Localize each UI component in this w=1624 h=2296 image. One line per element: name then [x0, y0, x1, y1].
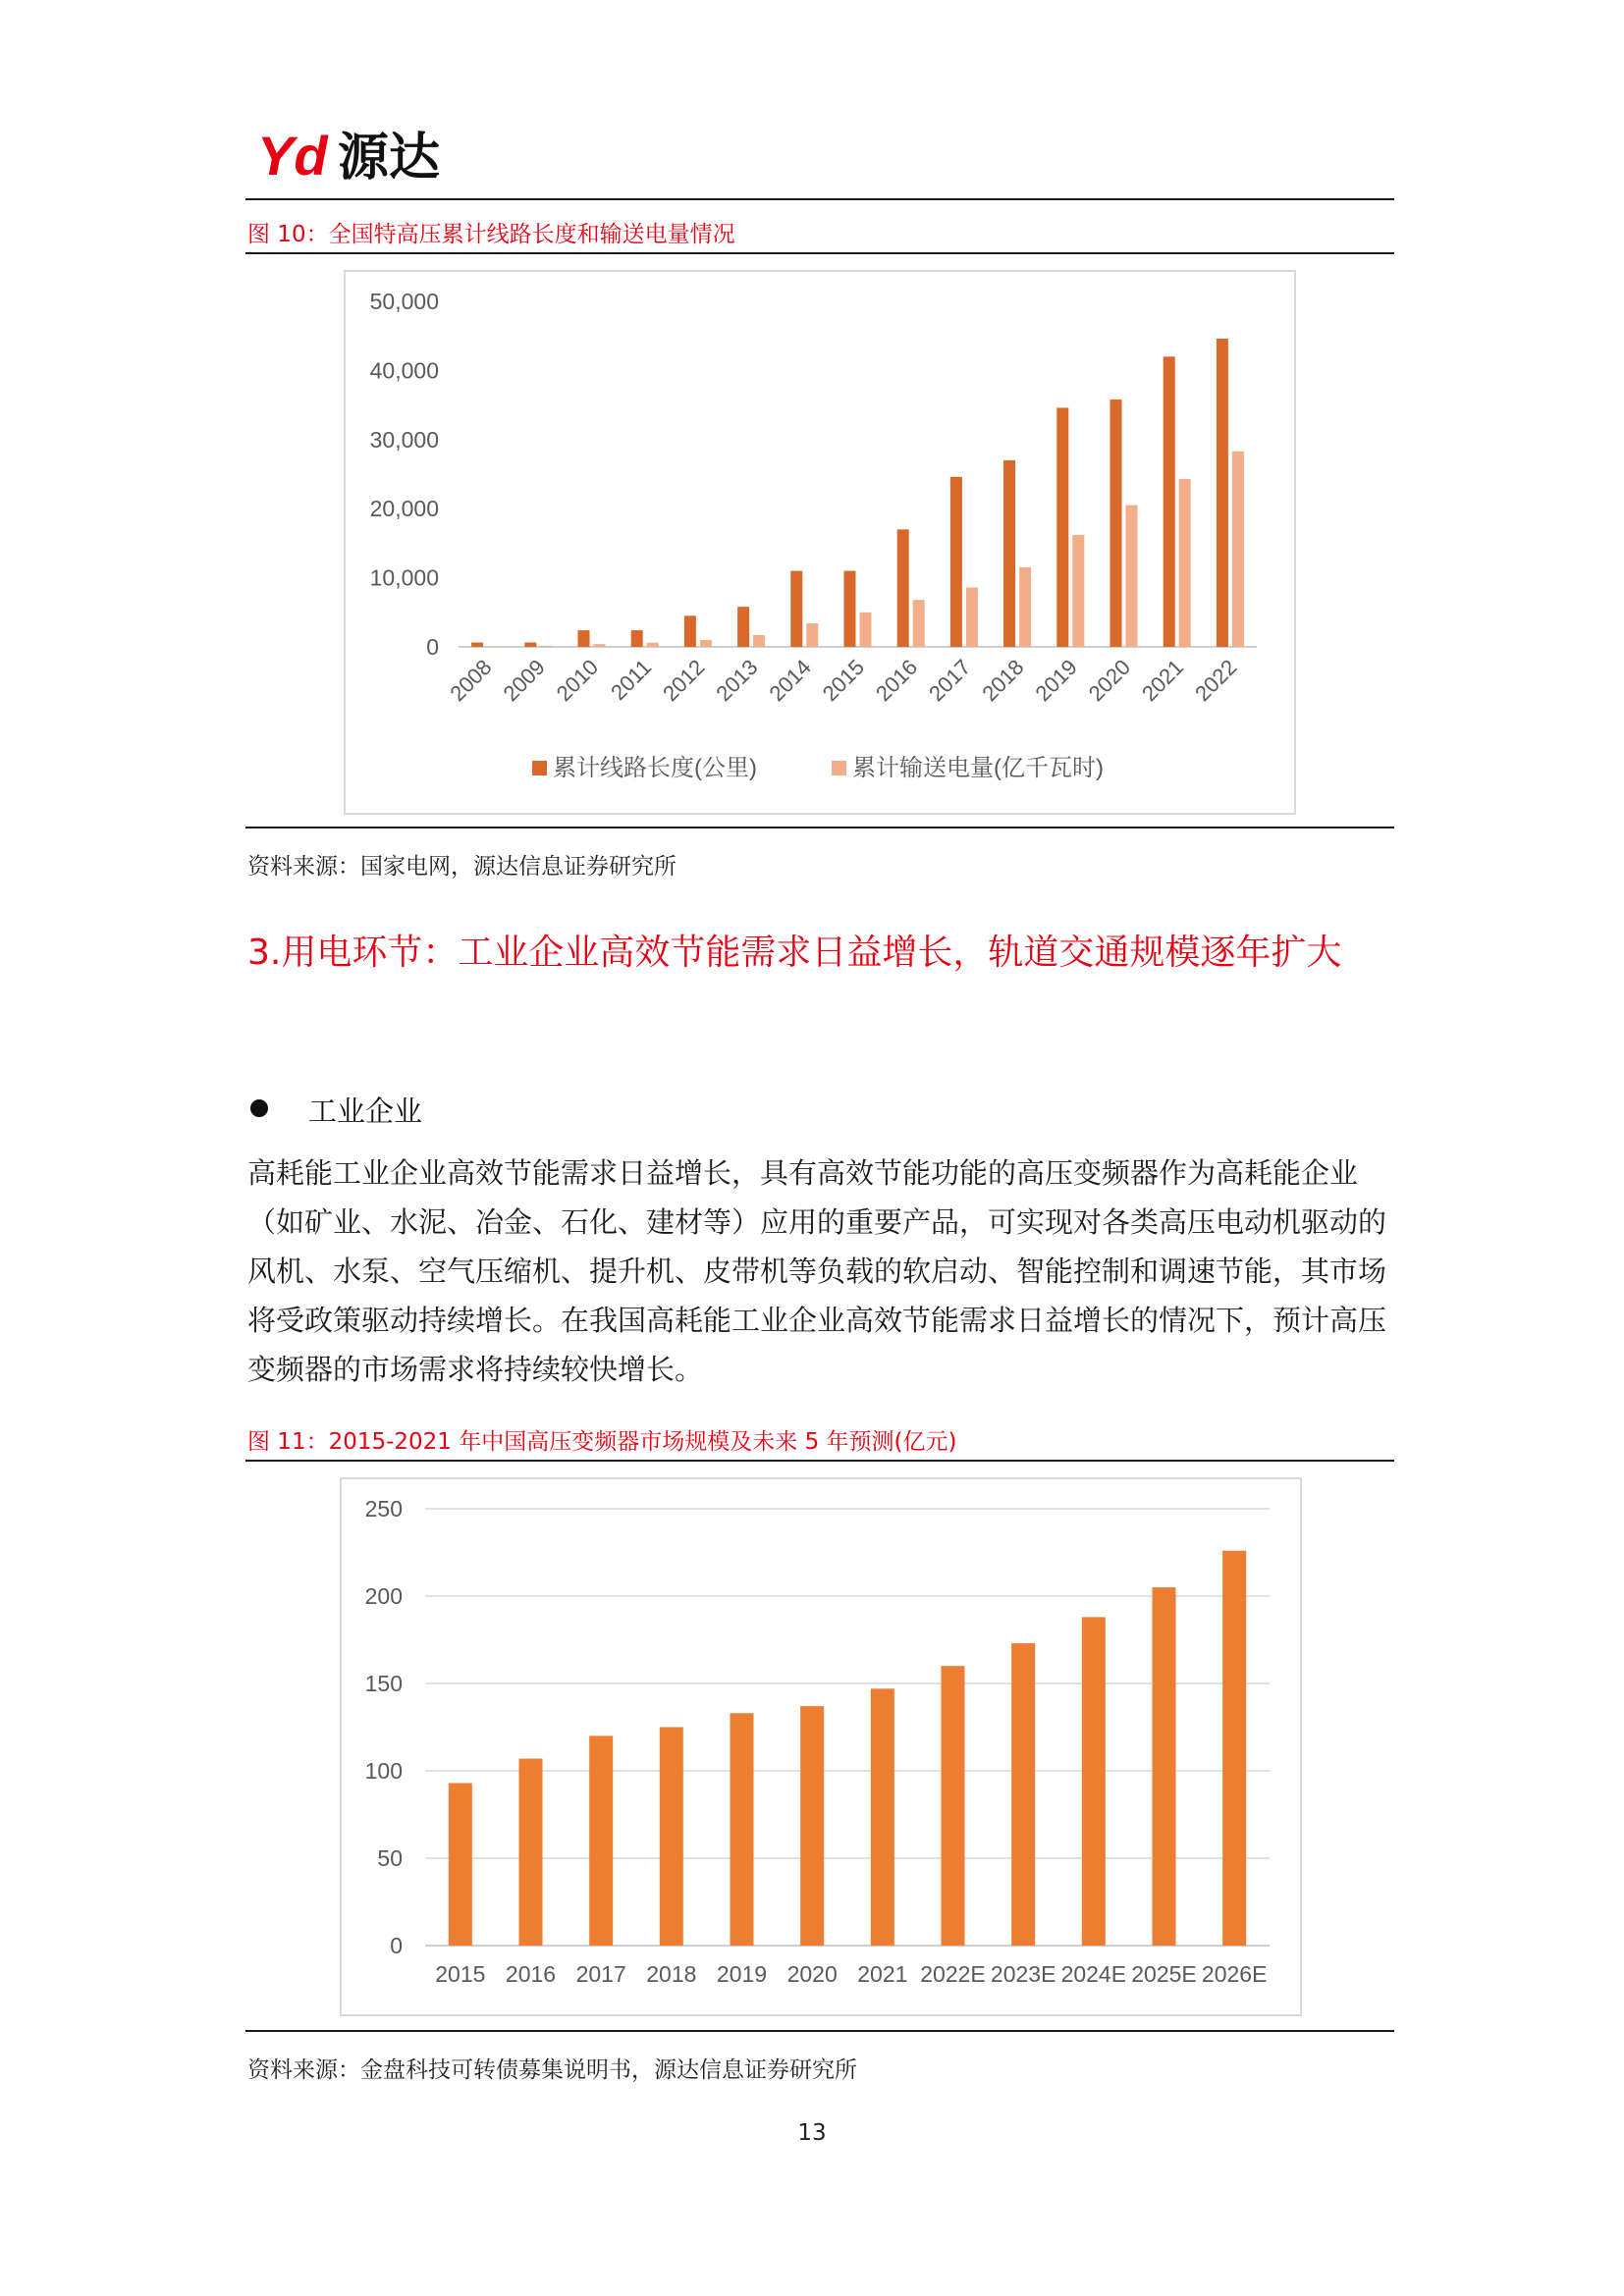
- yd-logo: [257, 126, 473, 185]
- page-number: 13: [797, 2120, 827, 2146]
- header-rule: [245, 198, 1394, 200]
- bar-series1-2017: [950, 477, 962, 647]
- bar-series2-2008: [487, 646, 499, 647]
- x-tick-label: 2019: [1030, 654, 1082, 707]
- bar-series2-2011: [647, 643, 659, 647]
- bullet-dot-icon: [250, 1099, 268, 1117]
- x-tick-label: 2017: [575, 1961, 626, 1987]
- figure11-title: 图 11：2015-2021 年中国高压变频器市场规模及未来 5 年预测(亿元): [247, 1429, 957, 1455]
- bar-2016: [519, 1759, 543, 1946]
- bar-series1-2010: [578, 630, 590, 647]
- x-tick-label: 2018: [646, 1961, 697, 1987]
- bar-series1-2020: [1110, 400, 1122, 647]
- x-tick-label: 2020: [1083, 654, 1136, 707]
- x-tick-label: 2019: [716, 1961, 768, 1987]
- y-tick-label: 50,000: [369, 289, 439, 314]
- x-tick-label: 2022E: [920, 1961, 986, 1987]
- bar-2019: [731, 1713, 754, 1946]
- y-tick-label: 0: [390, 1933, 403, 1958]
- bar-2021: [871, 1688, 894, 1946]
- y-tick-label: 20,000: [369, 496, 439, 522]
- y-tick-label: 30,000: [369, 426, 439, 453]
- bar-2024E: [1082, 1617, 1106, 1946]
- x-tick-label: 2011: [606, 654, 657, 705]
- x-tick-label: 2016: [870, 654, 923, 707]
- y-tick-label: 150: [364, 1671, 403, 1696]
- bar-series2-2021: [1179, 479, 1191, 647]
- figure11-top-rule: [245, 1460, 1394, 1462]
- figure11-bottom-rule: [245, 2030, 1394, 2032]
- bar-series2-2015: [860, 613, 872, 647]
- x-tick-label: 2021: [1136, 654, 1189, 707]
- legend-label-1: 累计线路长度(公里): [553, 755, 757, 781]
- legend-swatch-1: [532, 761, 547, 775]
- bar-series2-2009: [540, 646, 552, 647]
- bar-2015: [449, 1783, 472, 1946]
- figure10-top-rule: [245, 252, 1394, 254]
- bar-series2-2022: [1232, 452, 1244, 647]
- x-tick-label: 2025E: [1131, 1961, 1197, 1987]
- body-paragraph: 高耗能工业企业高效节能需求日益增长，具有高效节能功能的高压变频器作为高耗能企业（如矿业、水泥、冶金、石化、建材等）应用的重要产品，可实现对各类高压电动机驱动的风机、水泵、空气压缩机、提升机、皮带机等负载的软启动、智能控制和调速节能，其市场将受政策驱动持续增长。在我国高耗能工业企业高效节能需求日益增长的情况下，预计高压变频器的市场需求将持续较快增长。: [247, 1156, 1387, 1386]
- bar-series2-2013: [753, 635, 765, 647]
- bar-series1-2013: [737, 607, 749, 647]
- figure11-source: 资料来源：金盘科技可转债募集说明书，源达信息证券研究所: [247, 2057, 857, 2083]
- x-tick-label: 2010: [551, 654, 604, 707]
- figure10-chart-frame: [344, 270, 1296, 815]
- x-tick-label: 2015: [817, 654, 870, 707]
- x-tick-label: 2009: [498, 654, 550, 707]
- bar-series1-2009: [524, 642, 536, 647]
- x-tick-label: 2016: [505, 1961, 557, 1987]
- x-tick-label: 2020: [786, 1961, 838, 1987]
- bar-series1-2021: [1164, 356, 1175, 647]
- bar-2026E: [1222, 1551, 1246, 1946]
- section-heading: 3.用电环节：工业企业高效节能需求日益增长，轨道交通规模逐年扩大: [247, 933, 1342, 973]
- bar-series1-2011: [631, 630, 643, 647]
- x-tick-label: 2018: [977, 654, 1029, 707]
- bar-2023E: [1011, 1643, 1035, 1946]
- bar-series2-2016: [913, 600, 925, 647]
- x-tick-label: 2008: [445, 654, 497, 707]
- bar-2020: [800, 1706, 824, 1946]
- figure11-chart: [342, 1479, 1300, 2014]
- figure10-chart: [346, 272, 1294, 813]
- bar-2017: [589, 1735, 613, 1946]
- y-tick-label: 200: [364, 1583, 403, 1609]
- bar-2025E: [1153, 1587, 1176, 1946]
- x-tick-label: 2017: [924, 654, 976, 707]
- bar-series1-2012: [684, 615, 696, 647]
- bar-series1-2014: [790, 571, 802, 647]
- bullet-heading: 工业企业: [308, 1095, 423, 1128]
- legend-label-2: 累计输送电量(亿千瓦时): [852, 755, 1104, 781]
- figure11-chart-frame: [340, 1477, 1302, 2016]
- legend-swatch-2: [832, 761, 846, 775]
- logo-mark: Yd: [257, 126, 328, 185]
- y-tick-label: 250: [364, 1496, 403, 1522]
- y-tick-label: 10,000: [369, 564, 439, 591]
- y-tick-label: 40,000: [369, 357, 439, 384]
- figure10-source: 资料来源：国家电网，源达信息证券研究所: [247, 854, 677, 880]
- figure10-title: 图 10：全国特高压累计线路长度和输送电量情况: [247, 222, 735, 247]
- x-tick-label: 2026E: [1201, 1961, 1268, 1987]
- logo-name: 源达: [338, 130, 441, 185]
- x-tick-label: 2015: [435, 1961, 486, 1987]
- x-tick-label: 2024E: [1060, 1961, 1127, 1987]
- bar-series1-2015: [844, 571, 856, 647]
- bar-series2-2017: [966, 587, 978, 647]
- bar-series2-2010: [594, 644, 606, 647]
- x-tick-label: 2012: [658, 654, 710, 707]
- y-tick-label: 0: [426, 634, 439, 660]
- y-tick-label: 50: [377, 1845, 403, 1871]
- bar-series2-2020: [1126, 506, 1138, 647]
- figure10-bottom-rule: [245, 827, 1394, 828]
- bar-series2-2014: [806, 623, 818, 647]
- bar-2018: [660, 1728, 683, 1947]
- x-tick-label: 2022: [1190, 654, 1242, 707]
- x-tick-label: 2021: [857, 1961, 908, 1987]
- x-tick-label: 2013: [711, 654, 763, 707]
- y-tick-label: 100: [364, 1758, 403, 1784]
- x-tick-label: 2014: [764, 654, 816, 707]
- x-tick-label: 2023E: [990, 1961, 1056, 1987]
- bar-series1-2016: [897, 529, 909, 647]
- bar-series2-2018: [1019, 567, 1031, 647]
- bar-series1-2022: [1217, 339, 1228, 647]
- bar-series2-2012: [700, 640, 712, 647]
- bar-series2-2019: [1072, 535, 1084, 647]
- bar-series1-2019: [1056, 407, 1068, 647]
- bar-2022E: [942, 1666, 965, 1946]
- bar-series1-2008: [471, 642, 483, 647]
- bar-series1-2018: [1003, 460, 1015, 647]
